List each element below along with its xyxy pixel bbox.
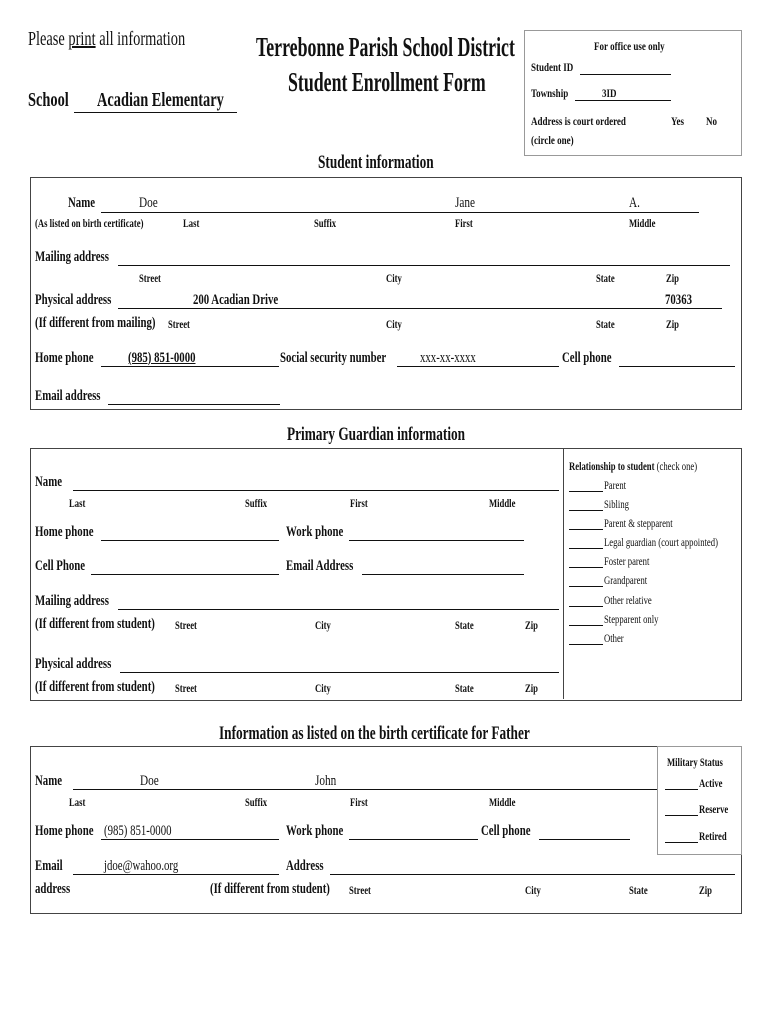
- military-option-label: Reserve: [699, 802, 729, 816]
- father-last-label: Last: [69, 795, 86, 809]
- student-name-input[interactable]: [101, 212, 699, 213]
- relationship-option[interactable]: [569, 478, 739, 497]
- father-if-diff-label: (If different from student): [210, 881, 330, 897]
- guardian-mailing-input[interactable]: [118, 609, 559, 610]
- relationship-checkbox[interactable]: [569, 548, 603, 549]
- student-id-input[interactable]: [580, 74, 671, 75]
- ssn-label: Social security number: [280, 350, 387, 366]
- relationship-option-label: Stepparent only: [604, 612, 659, 626]
- student-name-sub: (As listed on birth certificate): [35, 216, 144, 230]
- father-first-value: John: [315, 773, 337, 789]
- relationship-option-label: Sibling: [604, 497, 629, 511]
- student-home-phone-value: (985) 851-0000: [128, 350, 196, 366]
- school-label: School: [28, 89, 69, 111]
- school-field: [28, 89, 85, 112]
- township-value: 3ID: [602, 86, 617, 100]
- instruction-prefix: Please: [28, 28, 69, 50]
- relationship-option[interactable]: [569, 612, 739, 631]
- relationship-checkbox[interactable]: [569, 586, 603, 587]
- title-line2: Student Enrollment Form: [288, 67, 486, 97]
- father-last-value: Doe: [140, 773, 159, 789]
- guardian-mailing-if-diff: (If different from student): [35, 616, 155, 632]
- father-section-title: Information as listed on the birth certificate for Father: [219, 723, 530, 744]
- guardian-mailing-zip-label: Zip: [525, 618, 538, 632]
- student-last-value: Doe: [139, 195, 158, 211]
- guardian-suffix-label: Suffix: [245, 496, 268, 510]
- mailing-street-label: Street: [139, 271, 161, 285]
- father-work-phone-input[interactable]: [349, 839, 478, 840]
- guardian-last-label: Last: [69, 496, 86, 510]
- father-street-label: Street: [349, 883, 371, 897]
- student-last-label: Last: [183, 216, 200, 230]
- father-suffix-label: Suffix: [245, 795, 268, 809]
- relationship-checkbox[interactable]: [569, 625, 603, 626]
- student-middle-value: A.: [629, 195, 640, 211]
- relationship-divider: [563, 448, 564, 699]
- title-line1: Terrebonne Parish School District: [256, 32, 515, 62]
- township-label: Township: [531, 86, 569, 100]
- guardian-physical-if-diff: (If different from student): [35, 679, 155, 695]
- military-option-active[interactable]: [665, 775, 735, 793]
- guardian-physical-state-label: State: [455, 681, 474, 695]
- relationship-option-label: Other relative: [604, 593, 652, 607]
- mailing-city-label: City: [386, 271, 402, 285]
- guardian-physical-street-label: Street: [175, 681, 197, 695]
- father-cell-label: Cell phone: [481, 823, 531, 839]
- guardian-mailing-label: Mailing address: [35, 593, 109, 609]
- guardian-work-phone-label: Work phone: [286, 524, 344, 540]
- father-first-label: First: [350, 795, 368, 809]
- township-input[interactable]: [575, 100, 671, 101]
- student-email-input[interactable]: [108, 404, 280, 405]
- relationship-checkbox[interactable]: [569, 510, 603, 511]
- court-no-option[interactable]: No: [706, 114, 718, 128]
- father-work-phone-label: Work phone: [286, 823, 344, 839]
- relationship-option[interactable]: [569, 516, 739, 535]
- instruction-suffix: all information: [95, 28, 186, 50]
- relationship-option-label: Legal guardian (court appointed): [604, 535, 718, 549]
- relationship-option[interactable]: [569, 497, 739, 516]
- military-checkbox[interactable]: [665, 842, 698, 843]
- physical-address-label: Physical address: [35, 292, 112, 308]
- court-ordered-label: Address is court ordered: [531, 114, 626, 128]
- guardian-name-label: Name: [35, 474, 62, 490]
- guardian-cell-input[interactable]: [91, 574, 279, 575]
- relationship-title-text: Relationship to student: [569, 459, 655, 473]
- military-checkbox[interactable]: [665, 815, 698, 816]
- military-option-label: Active: [699, 776, 723, 790]
- relationship-checkbox[interactable]: [569, 529, 603, 530]
- military-status-title: Military Status: [667, 755, 723, 769]
- guardian-physical-input[interactable]: [120, 672, 559, 673]
- father-email-label-2: address: [35, 881, 71, 897]
- instructions: [28, 28, 246, 51]
- school-value: Acadian Elementary: [97, 89, 224, 111]
- father-email-value: jdoe@wahoo.org: [104, 858, 179, 874]
- student-middle-label: Middle: [629, 216, 656, 230]
- father-address-input[interactable]: [330, 874, 735, 875]
- student-section-title: Student information: [318, 152, 434, 173]
- mailing-state-label: State: [596, 271, 615, 285]
- relationship-checkbox[interactable]: [569, 491, 603, 492]
- relationship-option-label: Foster parent: [604, 554, 650, 568]
- guardian-home-phone-label: Home phone: [35, 524, 94, 540]
- physical-address-value: 200 Acadian Drive: [193, 292, 279, 308]
- relationship-option-label: Grandparent: [604, 573, 648, 587]
- physical-zip-label: Zip: [666, 317, 679, 331]
- military-option-retired[interactable]: [665, 828, 735, 846]
- physical-state-label: State: [596, 317, 615, 331]
- relationship-checkbox[interactable]: [569, 567, 603, 568]
- father-zip-label: Zip: [699, 883, 712, 897]
- guardian-middle-label: Middle: [489, 496, 516, 510]
- guardian-physical-zip-label: Zip: [525, 681, 538, 695]
- guardian-mailing-state-label: State: [455, 618, 474, 632]
- instruction-print: print: [68, 28, 96, 50]
- student-cell-input[interactable]: [619, 366, 735, 367]
- guardian-first-label: First: [350, 496, 368, 510]
- father-middle-label: Middle: [489, 795, 516, 809]
- relationship-hint: (check one): [656, 459, 698, 473]
- relationship-option[interactable]: [569, 554, 739, 573]
- physical-city-label: City: [386, 317, 402, 331]
- relationship-title: [569, 459, 747, 474]
- relationship-checkbox[interactable]: [569, 644, 603, 645]
- father-email-label: Email: [35, 858, 63, 874]
- school-line[interactable]: [74, 112, 237, 113]
- guardian-mailing-city-label: City: [315, 618, 331, 632]
- father-state-label: State: [629, 883, 648, 897]
- student-first-label: First: [455, 216, 473, 230]
- guardian-physical-label: Physical address: [35, 656, 112, 672]
- relationship-option[interactable]: [569, 631, 739, 650]
- relationship-option-label: Parent & stepparent: [604, 516, 673, 530]
- relationship-option-label: Other: [604, 631, 624, 645]
- relationship-checkbox[interactable]: [569, 606, 603, 607]
- relationship-option[interactable]: [569, 535, 739, 554]
- father-home-phone-label: Home phone: [35, 823, 94, 839]
- student-home-phone-label: Home phone: [35, 350, 94, 366]
- relationship-option-label: Parent: [604, 478, 627, 492]
- relationship-option[interactable]: [569, 593, 739, 612]
- physical-zip-value: 70363: [665, 292, 692, 308]
- physical-street-label: Street: [168, 317, 190, 331]
- father-address-label: Address: [286, 858, 324, 874]
- military-option-label: Retired: [699, 829, 727, 843]
- court-circle-hint: (circle one): [531, 133, 574, 147]
- mailing-zip-label: Zip: [666, 271, 679, 285]
- mailing-address-label: Mailing address: [35, 249, 109, 265]
- father-home-phone-value: (985) 851-0000: [104, 823, 172, 839]
- mailing-address-input[interactable]: [118, 265, 730, 266]
- student-first-value: Jane: [455, 195, 475, 211]
- guardian-mailing-street-label: Street: [175, 618, 197, 632]
- guardian-cell-label: Cell Phone: [35, 558, 86, 574]
- student-suffix-label: Suffix: [314, 216, 337, 230]
- guardian-physical-city-label: City: [315, 681, 331, 695]
- military-option-reserve[interactable]: [665, 801, 735, 819]
- father-city-label: City: [525, 883, 541, 897]
- guardian-name-input[interactable]: [73, 490, 559, 491]
- office-title: For office use only: [594, 39, 665, 53]
- guardian-work-phone-input[interactable]: [349, 540, 524, 541]
- student-cell-label: Cell phone: [562, 350, 612, 366]
- student-email-label: Email address: [35, 388, 101, 404]
- guardian-home-phone-input[interactable]: [101, 540, 279, 541]
- student-id-label: Student ID: [531, 60, 574, 74]
- guardian-email-input[interactable]: [362, 574, 524, 575]
- student-name-label: Name: [68, 195, 95, 211]
- father-cell-input[interactable]: [539, 839, 630, 840]
- military-checkbox[interactable]: [665, 789, 698, 790]
- father-name-label: Name: [35, 773, 62, 789]
- ssn-value: xxx-xx-xxxx: [420, 350, 476, 366]
- court-yes-option[interactable]: Yes: [671, 114, 685, 128]
- physical-if-diff-label: (If different from mailing): [35, 315, 156, 331]
- relationship-option[interactable]: [569, 573, 739, 592]
- guardian-email-label: Email Address: [286, 558, 354, 574]
- guardian-section-title: Primary Guardian information: [287, 424, 466, 445]
